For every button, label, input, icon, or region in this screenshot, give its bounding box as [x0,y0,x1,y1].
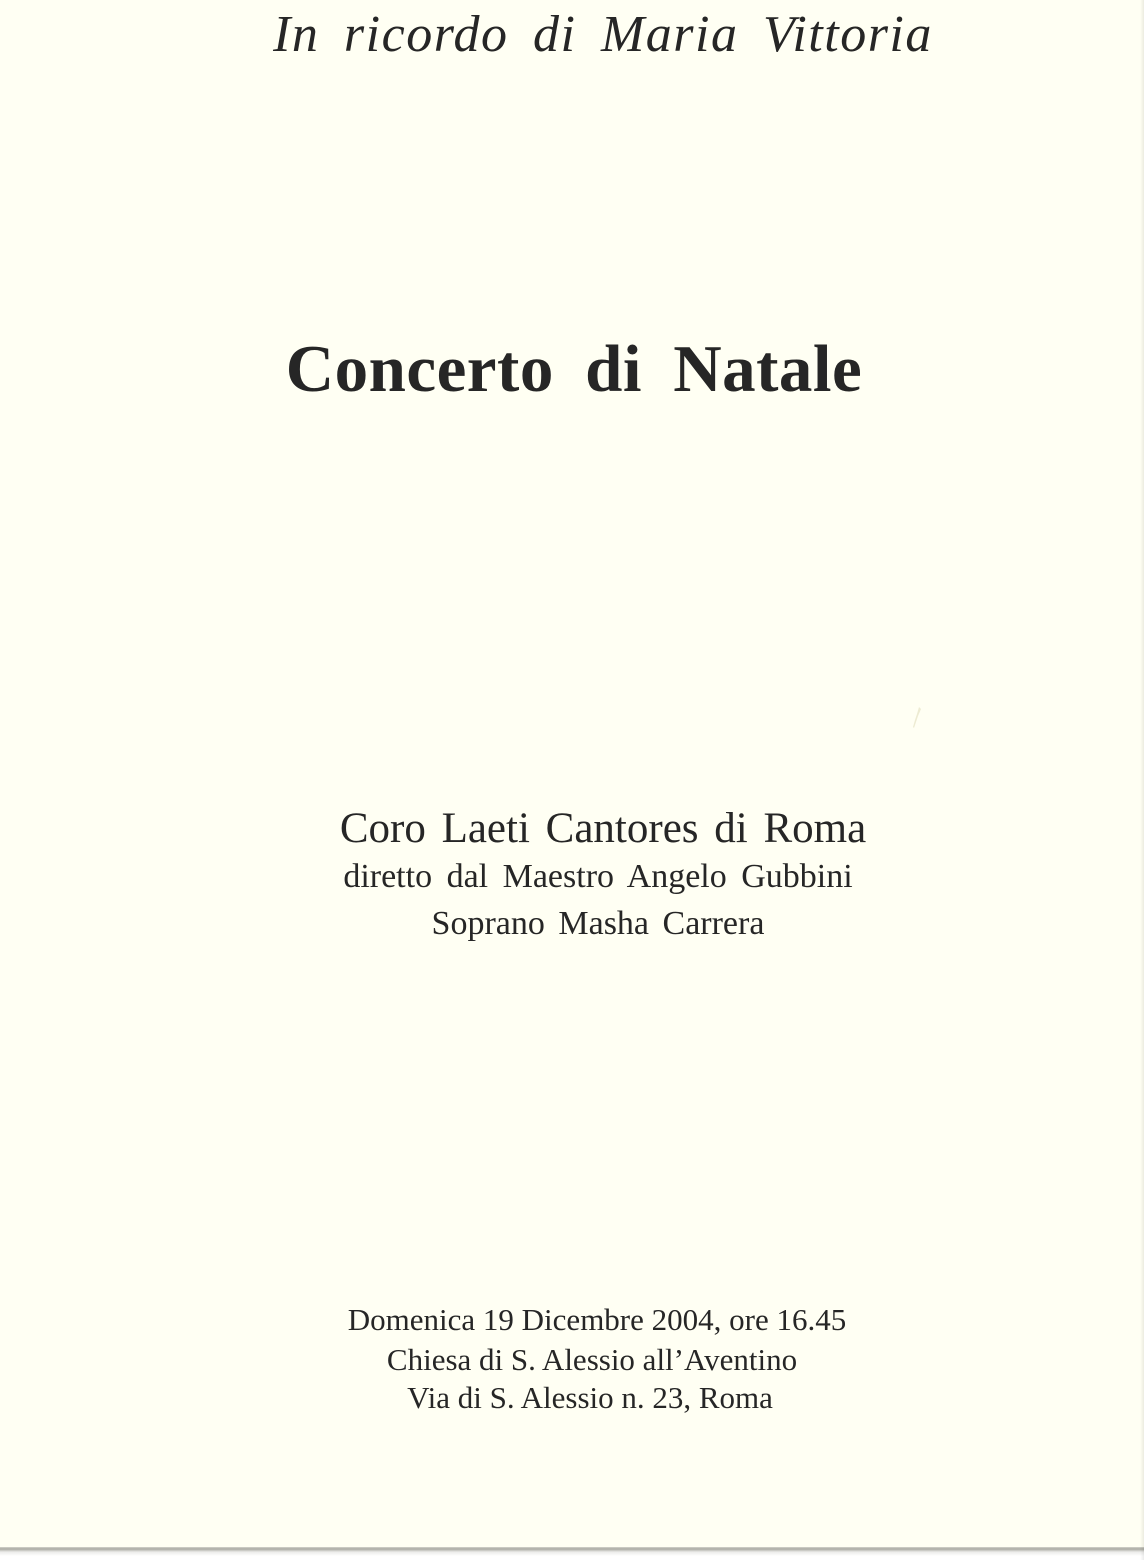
event-date-time: Domenica 19 Dicembre 2004, ore 16.45 [347,1302,847,1337]
conductor-line: diretto dal Maestro Angelo Gubbini [343,858,853,895]
soloist-line: Soprano Masha Carrera [431,905,765,942]
dedication-text: In ricordo di Maria Vittoria [273,6,933,63]
concert-title: Concerto di Natale [285,332,863,406]
event-venue: Chiesa di S. Alessio all’Aventino [386,1342,798,1377]
event-address: Via di S. Alessio n. 23, Roma [407,1380,773,1415]
paper-speck [912,706,922,730]
choir-name: Coro Laeti Cantores di Roma [339,805,867,852]
card-bottom-edge [0,1547,1144,1560]
